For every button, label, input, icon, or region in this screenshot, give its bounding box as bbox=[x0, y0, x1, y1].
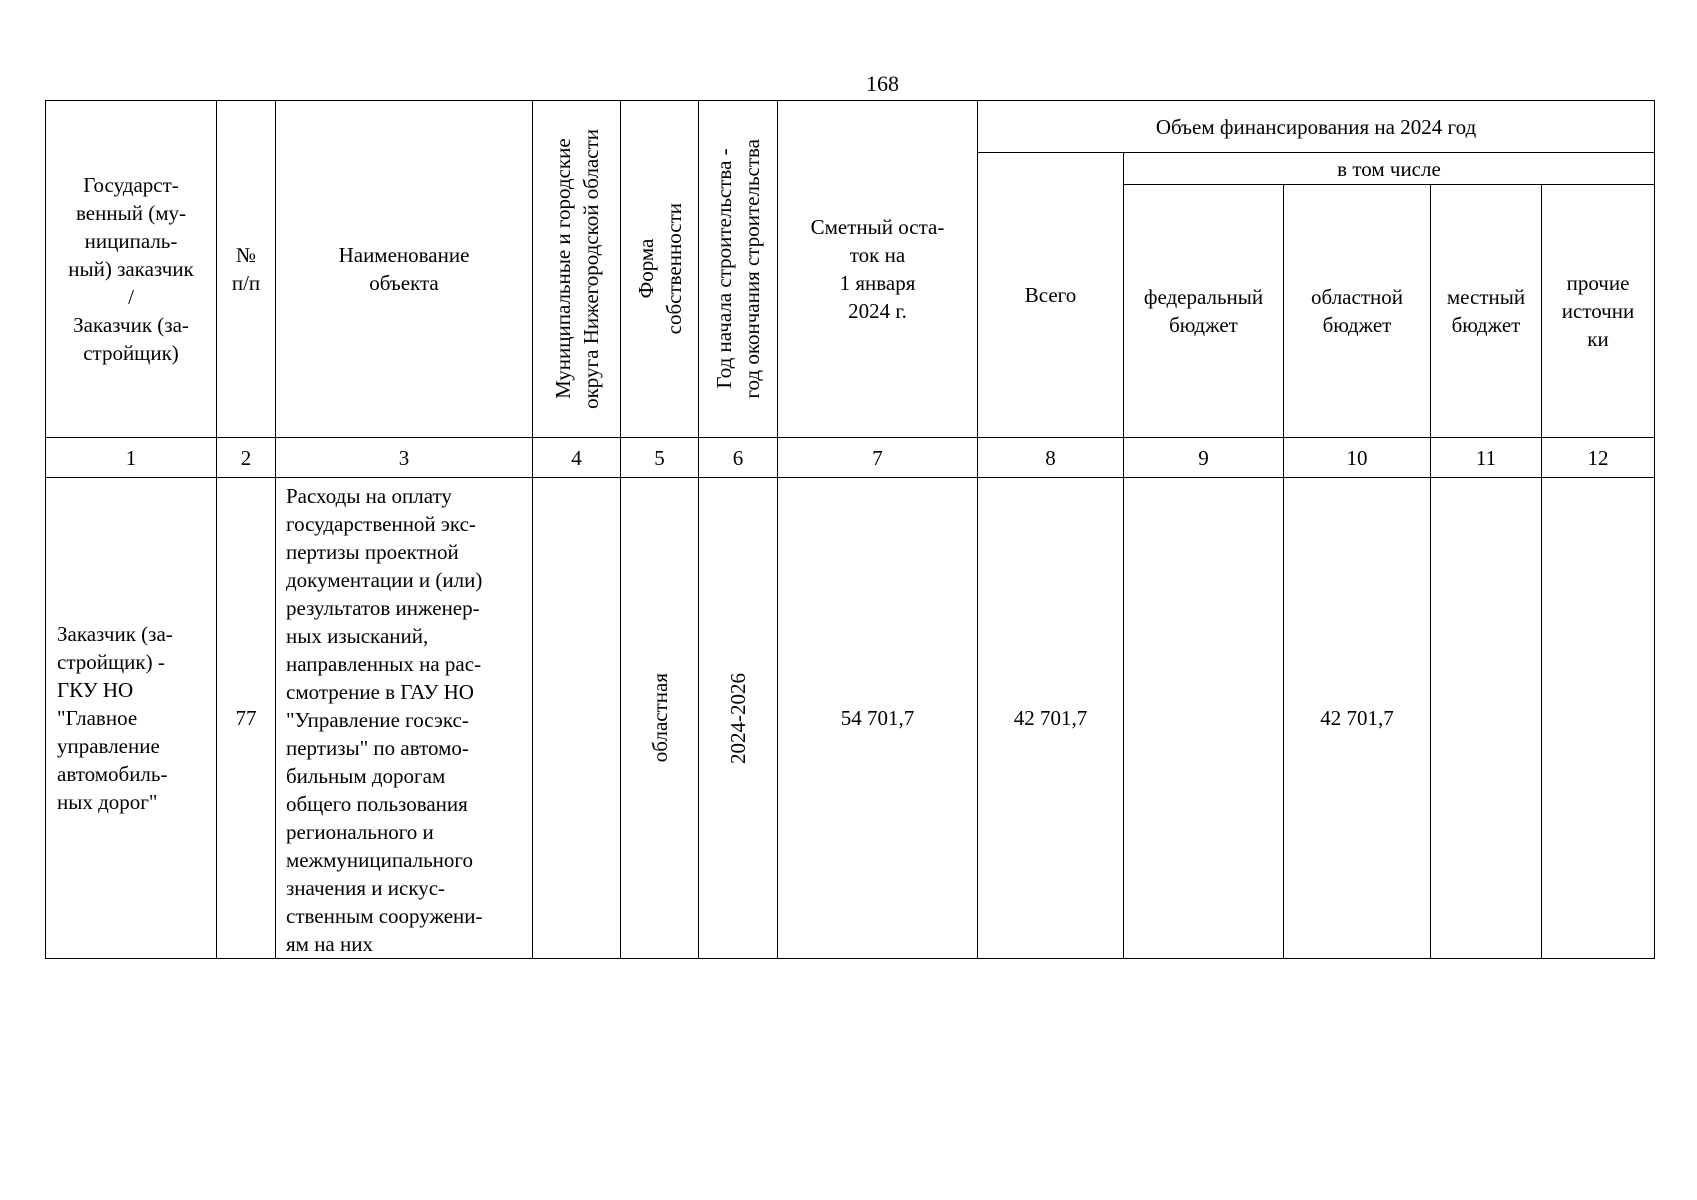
header-ownership: Форма собственности bbox=[633, 203, 686, 335]
header-customer: Государст- венный (му- ниципаль- ный) заказчик / Заказчик (за- стройщик) bbox=[46, 101, 217, 438]
column-number: 12 bbox=[1542, 438, 1655, 478]
header-ownership-cell bbox=[621, 101, 699, 438]
column-number: 8 bbox=[978, 438, 1124, 478]
header-regional: областной бюджет bbox=[1284, 185, 1431, 438]
row-local bbox=[1431, 478, 1542, 959]
page-number: 168 bbox=[866, 71, 899, 96]
header-including: в том числе bbox=[1124, 153, 1655, 185]
financing-table bbox=[45, 100, 1655, 959]
header-total: Всего bbox=[978, 153, 1124, 438]
header-financing: Объем финансирования на 2024 год bbox=[978, 101, 1655, 153]
row-customer: Заказчик (за- стройщик) - ГКУ НО "Главное управление автомобиль- ных дорог" bbox=[46, 478, 217, 959]
row-federal bbox=[1124, 478, 1284, 959]
row-regional: 42 701,7 bbox=[1284, 478, 1431, 959]
column-number: 7 bbox=[778, 438, 978, 478]
column-number: 1 bbox=[46, 438, 217, 478]
column-number: 9 bbox=[1124, 438, 1284, 478]
column-number: 5 bbox=[621, 438, 699, 478]
row-ownership-cell bbox=[621, 478, 699, 959]
column-number: 3 bbox=[276, 438, 533, 478]
column-number: 11 bbox=[1431, 438, 1542, 478]
header-local: местный бюджет bbox=[1431, 185, 1542, 438]
row-object-name: Расходы на оплату государственной экс- пертизы проектной документации и (или) результатов инженер- ных изысканий, направленных на рас- смотрение в ГАУ НО "Управление госэкс- пертизы" по автомо- бильным дорогам общего пользования регионального и межмуниципального значения и искус- ственным сооружени- ям на них bbox=[276, 478, 533, 959]
row-other bbox=[1542, 478, 1655, 959]
column-number: 4 bbox=[533, 438, 621, 478]
header-years-cell bbox=[699, 101, 778, 438]
row-municipality bbox=[533, 478, 621, 959]
row-estimate: 54 701,7 bbox=[778, 478, 978, 959]
header-years: Год начала строительства - год окончания строительства bbox=[712, 139, 764, 399]
header-estimate: Сметный оста- ток на 1 января 2024 г. bbox=[778, 101, 978, 438]
header-object-name: Наименование объекта bbox=[276, 101, 533, 438]
column-number-row bbox=[46, 438, 1655, 478]
header-number: № п/п bbox=[217, 101, 276, 438]
header-municipality-cell bbox=[533, 101, 621, 438]
row-years: 2024-2026 bbox=[726, 672, 750, 764]
column-number: 6 bbox=[699, 438, 778, 478]
row-years-cell bbox=[699, 478, 778, 959]
row-ownership: областная bbox=[647, 673, 672, 763]
header-municipality: Муниципальные и городские округа Нижегородской области bbox=[550, 129, 603, 409]
header-federal: федеральный бюджет bbox=[1124, 185, 1284, 438]
row-number: 77 bbox=[217, 478, 276, 959]
column-number: 10 bbox=[1284, 438, 1431, 478]
table-row bbox=[46, 478, 1655, 959]
row-total: 42 701,7 bbox=[978, 478, 1124, 959]
column-number: 2 bbox=[217, 438, 276, 478]
header-other: прочие источни ки bbox=[1542, 185, 1655, 438]
